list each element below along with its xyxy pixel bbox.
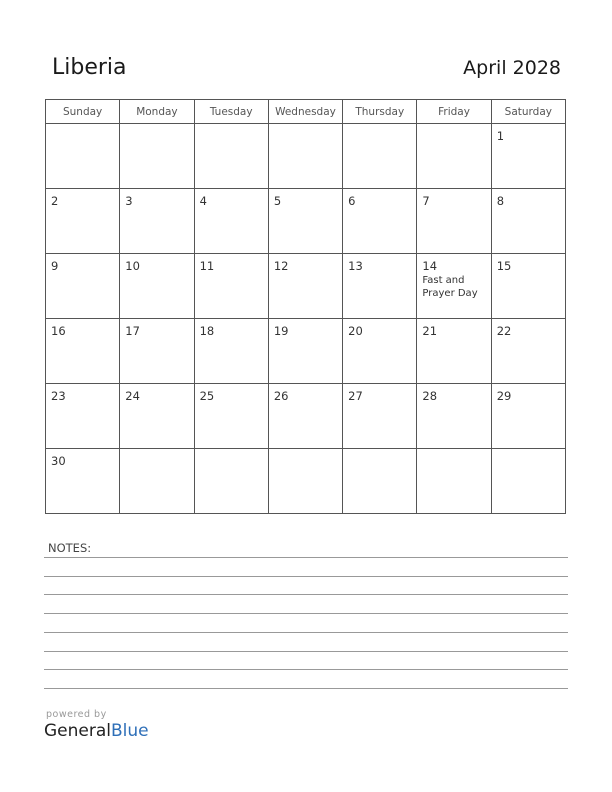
day-cell (268, 319, 342, 384)
day-number: 2 (51, 194, 59, 208)
day-number: 30 (51, 454, 66, 468)
day-cell (120, 319, 194, 384)
week-row (46, 384, 566, 449)
day-cell (491, 384, 565, 449)
day-cell (268, 189, 342, 254)
calendar-month-title: April 2028 (463, 57, 561, 79)
weekday-header: Thursday (343, 100, 417, 124)
day-cell (268, 449, 342, 514)
weekday-header: Friday (417, 100, 491, 124)
day-cell (120, 124, 194, 189)
notes-line (44, 557, 568, 558)
day-number: 28 (422, 389, 438, 403)
calendar-grid (45, 99, 566, 514)
week-row (46, 254, 566, 319)
day-number: 21 (422, 324, 438, 338)
day-cell (46, 124, 120, 189)
notes-line (44, 576, 568, 577)
weekday-header: Monday (120, 100, 194, 124)
day-cell (268, 254, 342, 319)
day-number: 13 (348, 259, 363, 273)
day-cell (417, 319, 491, 384)
day-number: 17 (125, 324, 140, 338)
day-cell (343, 254, 417, 319)
day-cell (491, 124, 565, 189)
day-cell (491, 449, 565, 514)
notes-line (44, 594, 568, 595)
calendar-country-title: Liberia (52, 55, 127, 80)
notes-line (44, 632, 568, 633)
day-cell (46, 319, 120, 384)
day-cell (120, 254, 194, 319)
day-number: 6 (348, 194, 356, 208)
day-number: 10 (125, 259, 140, 273)
notes-line (44, 651, 568, 652)
day-cell (120, 449, 194, 514)
day-number: 22 (496, 324, 512, 338)
day-cell (417, 189, 491, 254)
day-cell (417, 254, 491, 319)
day-number: 29 (496, 389, 512, 403)
day-cell (194, 449, 268, 514)
weekday-header: Sunday (46, 100, 120, 124)
notes-line (44, 669, 568, 670)
day-cell (491, 319, 565, 384)
powered-by-text: powered by (46, 709, 107, 720)
day-number: 15 (496, 259, 512, 273)
weekday-header: Wednesday (268, 100, 342, 124)
day-number: 26 (273, 389, 289, 403)
day-number: 24 (125, 389, 140, 403)
day-number: 3 (125, 194, 133, 208)
day-cell (194, 189, 268, 254)
day-number: 4 (199, 194, 207, 208)
week-row (46, 319, 566, 384)
day-number: 16 (51, 324, 66, 338)
day-cell (268, 384, 342, 449)
day-cell (343, 449, 417, 514)
day-number: 27 (348, 389, 363, 403)
day-number: 20 (348, 324, 363, 338)
day-number: 19 (273, 324, 289, 338)
weekday-header-row (46, 100, 566, 124)
day-cell (194, 124, 268, 189)
notes-label: NOTES: (48, 541, 92, 555)
notes-line (44, 613, 568, 614)
week-row (46, 449, 566, 514)
day-cell (46, 189, 120, 254)
day-cell (343, 319, 417, 384)
day-cell (194, 384, 268, 449)
day-number: 23 (51, 389, 66, 403)
day-cell (343, 384, 417, 449)
day-cell (120, 384, 194, 449)
day-cell (343, 124, 417, 189)
day-cell (417, 384, 491, 449)
day-number: 1 (496, 129, 505, 143)
generalblue-logo (44, 721, 149, 741)
day-cell (194, 319, 268, 384)
weekday-header: Saturday (491, 100, 565, 124)
day-number: 18 (199, 324, 215, 338)
day-cell (194, 254, 268, 319)
day-cell (46, 254, 120, 319)
day-cell (343, 189, 417, 254)
day-cell (120, 189, 194, 254)
day-number: 7 (422, 194, 430, 208)
day-number: 5 (273, 194, 282, 208)
week-row (46, 189, 566, 254)
day-number: 8 (496, 194, 505, 208)
day-number: 11 (199, 259, 215, 273)
logo-general-text: General (44, 721, 111, 741)
day-cell (491, 254, 565, 319)
day-cell (46, 449, 120, 514)
day-number: 9 (51, 259, 59, 273)
week-row (46, 124, 566, 189)
day-cell (417, 449, 491, 514)
notes-line (44, 688, 568, 689)
day-cell (46, 384, 120, 449)
day-cell (417, 124, 491, 189)
day-cell (491, 189, 565, 254)
logo-blue-text: Blue (111, 721, 149, 741)
day-cell (268, 124, 342, 189)
weekday-header: Tuesday (194, 100, 268, 124)
day-number: 12 (273, 259, 289, 273)
day-number: 25 (199, 389, 215, 403)
holiday-label: Fast and Prayer Day (422, 275, 478, 299)
day-number: 14 (422, 259, 438, 273)
